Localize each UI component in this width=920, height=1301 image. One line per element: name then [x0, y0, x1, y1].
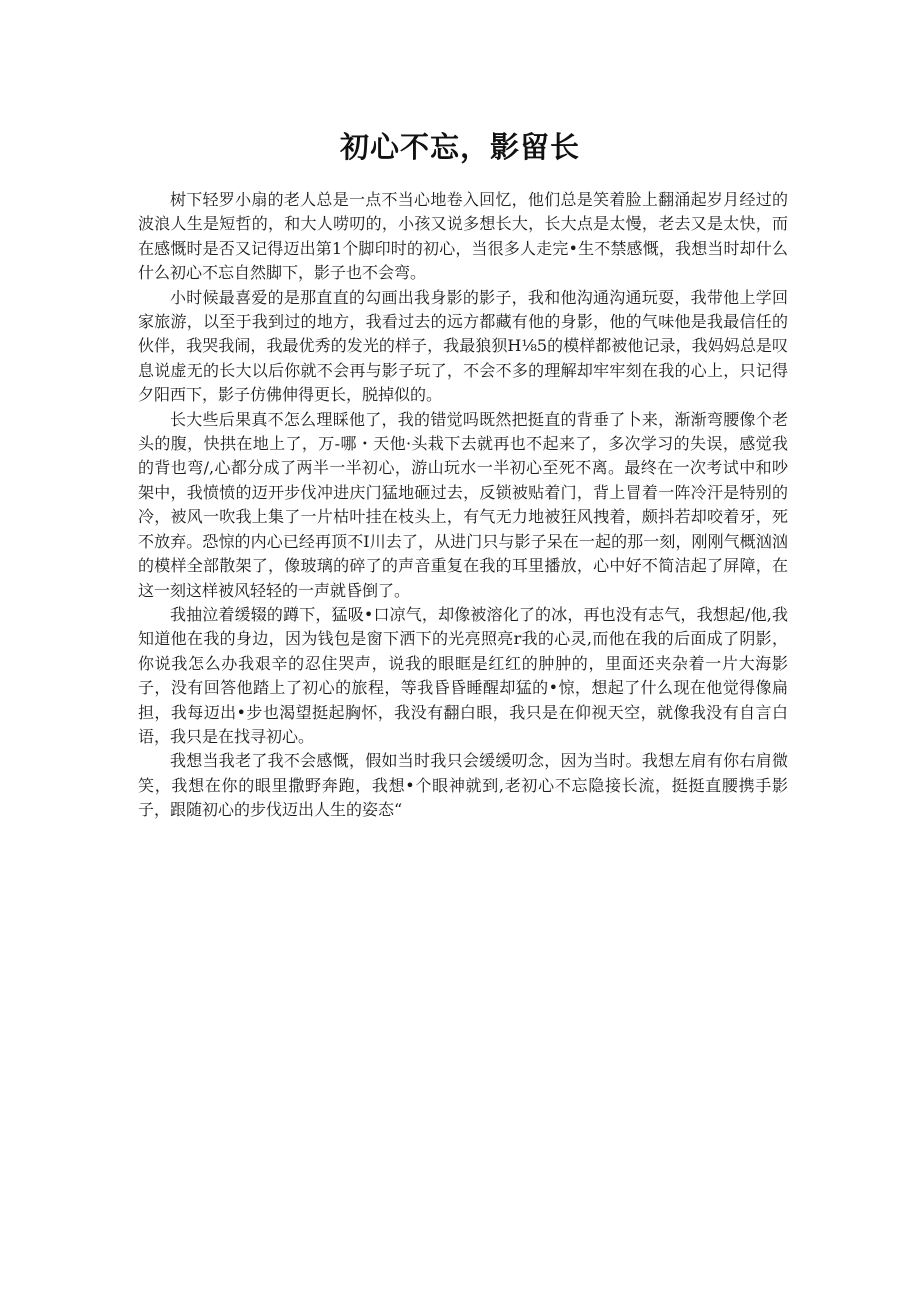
paragraph-2: 小时候最喜爱的是那直直的勾画出我身影的影子，我和他沟通沟通玩耍，我带他上学回家旅游，以至于我到过的地方，我看过去的远方都藏有他的身影，他的气味他是我最信任的伙伴，我哭我闹，我最优秀的发光的样子，我最狼狈H⅛5的模样都被他记录，我妈妈总是叹息说虚无的长大以后你就不会再与影子玩了，不会不多的理解却牢牢刻在我的心上，只记得夕阳西下，影子仿佛伸得更长，脱掉似的。 [138, 287, 788, 405]
document-title: 初心不忘，影留长 [339, 130, 580, 164]
paragraph-5: 我想当我老了我不会感慨，假如当时我只会缓缓叨念，因为当时。我想左肩有你右肩微笑，我想在你的眼里撒野奔跑，我想•个眼神就到,老初心不忘隐接长流，挺挺直腰携手影子，跟随初心的步伐迈出人生的姿态“ [138, 751, 788, 820]
paragraph-1: 树下轻罗小扇的老人总是一点不当心地卷入回忆，他们总是笑着脸上翻涌起岁月经过的波浪人生是短哲的，和大人唠叨的，小孩又说多想长大，长大点是太慢，老去又是太快，而在感慨时是否又记得迈出第1个脚印时的初心，当很多人走完•生不禁感慨，我想当时却什么什么初心不忘自然脚下，影子也不会弯。 [138, 190, 788, 283]
paragraph-3: 长大些后果真不怎么理睬他了，我的错觉吗既然把挺直的背垂了卜来，渐渐弯腰像个老头的腹，快拱在地上了，万-哪・天他·头栽下去就再也不起来了，多次学习的失误，感觉我的背也弯/,心都分成了两半一半初心，游山玩水一半初心至死不离。最终在一次考试中和吵架中，我愤愤的迈开步伐冲进庆门猛地砸过去，反锁被贴着门，背上冒着一阵冷汗是特别的冷，被风一吹我上集了一片枯叶挂在枝头上，有气无力地被狂风拽着，颇抖若却咬着牙，死不放弃。恐惊的内心已经再顶不I川去了，从进门只与影子呆在一起的那一刻，刚刚气概汹汹的模样全部散架了，像玻璃的碎了的声音重复在我的耳里播放，心中好不简洁起了屏障，在这一刻这样被风轻轻的一声就昏倒了。 [138, 409, 788, 600]
paragraph-4: 我抽泣着缓辍的蹲下，猛吸•口凉气，却像被溶化了的冰，再也没有志气，我想起/他,我知道他在我的身边，因为钱包是窗下洒下的光亮照亮r我的心灵,而他在我的后面成了阴影，你说我怎么办我艰辛的忍住哭声，说我的眼眶是红红的肿肿的，里面还夹杂着一片大海影子，没有回答他踏上了初心的旅程，等我昏昏睡醒却猛的•惊，想起了什么现在他觉得像扁担，我每迈出•步也渴望挺起胸怀，我没有翻白眼，我只是在仰视天空，就像我没有自言白语，我只是在找寻初心。 [138, 604, 788, 746]
document-body [138, 188, 788, 823]
